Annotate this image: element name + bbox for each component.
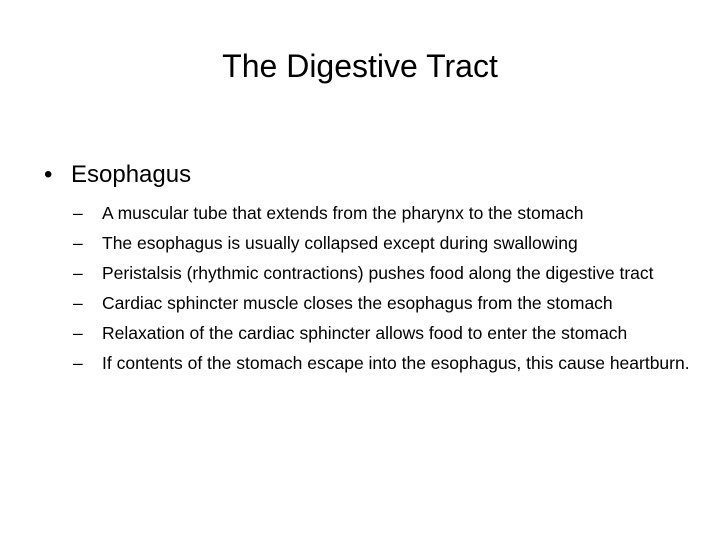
sub-bullet-item (73, 230, 693, 257)
sub-bullet-text: Peristalsis (rhythmic contractions) pushes food along the digestive tract (102, 263, 654, 283)
sub-bullet-item (73, 200, 693, 227)
bullet-esophagus (44, 160, 191, 190)
sub-bullet-item (73, 290, 693, 317)
sub-bullet-item (73, 320, 693, 347)
dash-marker: – (73, 233, 83, 253)
sub-bullet-text: If contents of the stomach escape into the esophagus, this cause heartburn. (102, 353, 690, 373)
sub-bullet-text: Cardiac sphincter muscle closes the esophagus from the stomach (102, 293, 613, 313)
dash-marker: – (73, 203, 83, 223)
slide-title: The Digestive Tract (222, 48, 498, 84)
dash-marker: – (73, 353, 83, 373)
sub-bullet-list (73, 200, 693, 380)
sub-bullet-item (73, 260, 693, 287)
sub-bullet-text: A muscular tube that extends from the pharynx to the stomach (102, 203, 584, 223)
bullet-marker: • (44, 161, 53, 188)
sub-bullet-item (73, 350, 693, 377)
sub-bullet-text: The esophagus is usually collapsed except during swallowing (102, 233, 578, 253)
bullet-label: Esophagus (71, 161, 192, 188)
dash-marker: – (73, 263, 83, 283)
dash-marker: – (73, 293, 83, 313)
dash-marker: – (73, 323, 83, 343)
sub-bullet-text: Relaxation of the cardiac sphincter allows food to enter the stomach (102, 323, 628, 343)
